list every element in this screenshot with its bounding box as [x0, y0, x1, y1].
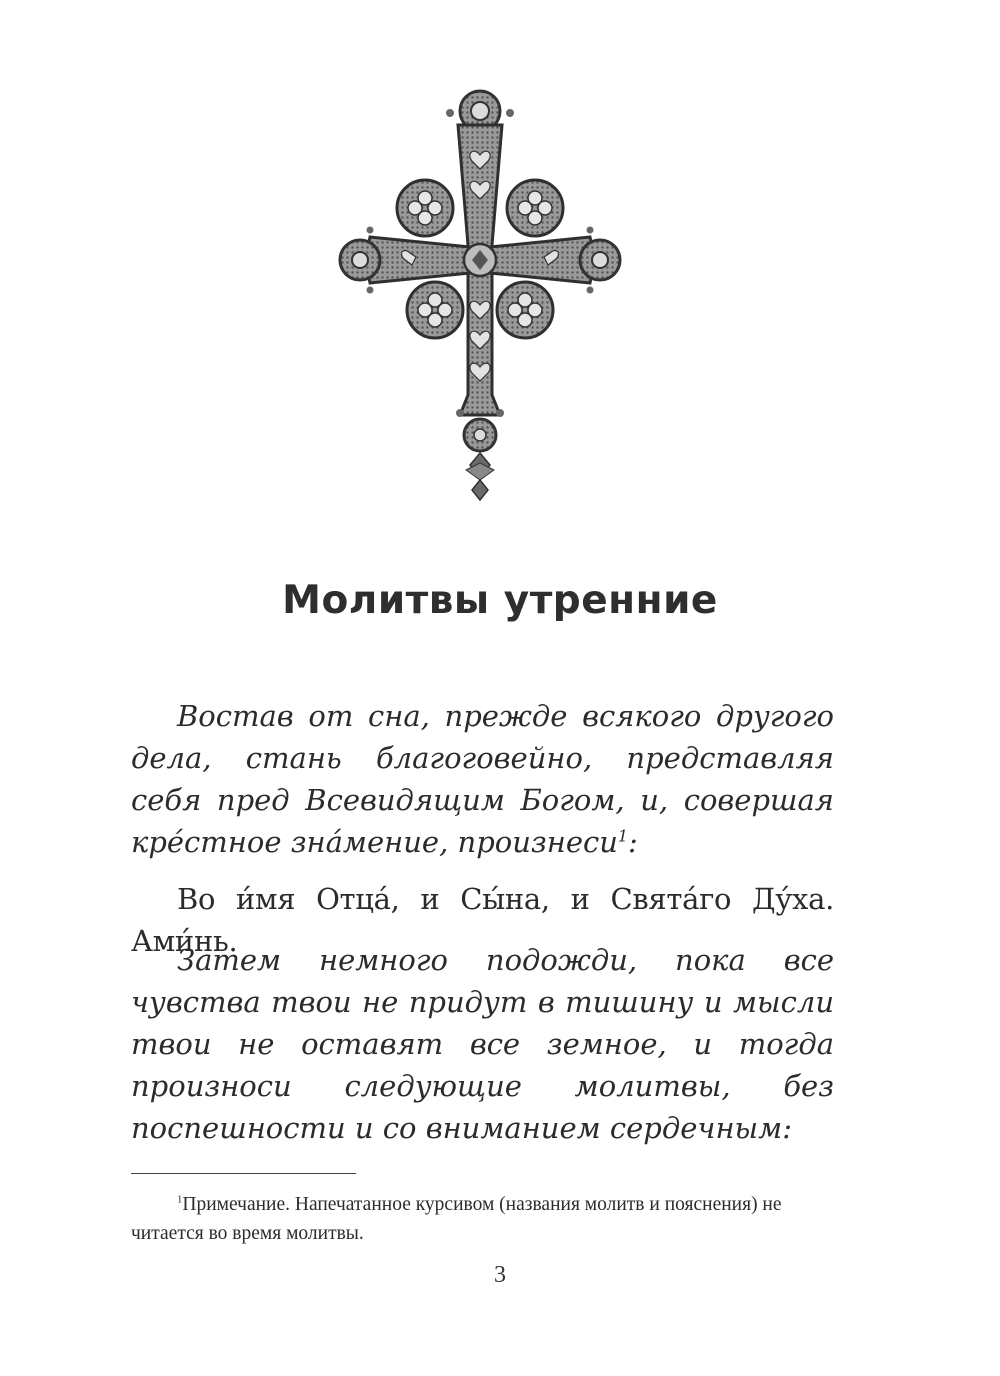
instruction-paragraph: Затем немного подожди, пока все чувства твои не придут в тишину и мысли твои не оставят все земное, и тогда произноси следующие молитвы, без поспешности и со вниманием сердечным:: [131, 943, 834, 1145]
footnote-divider: [131, 1173, 356, 1174]
footnote: [131, 1190, 836, 1248]
page-number: 3: [494, 1262, 506, 1288]
footnote-text: Примечание. Напечатанное курсивом (названия молитв и пояснения) не читается во время молитвы.: [131, 1194, 782, 1244]
intro-text: Востав от сна, прежде всякого другого дела, стань благоговейно, представляя себя пред Всевидящим Богом, и, совершая кре́стное зна́мение, произнеси: [131, 699, 834, 859]
intro-colon: :: [628, 825, 638, 859]
ornate-cross-icon: [330, 85, 630, 510]
intro-paragraph: [131, 695, 834, 863]
invocation-paragraph: Во и́мя Отца́, и Сы́на, и Свята́го Ду́ха. Ами́нь.: [131, 882, 834, 958]
footnote-marker[interactable]: 1: [617, 826, 629, 846]
page-title: Молитвы утренние: [282, 578, 718, 623]
footnote-number: 1: [177, 1193, 183, 1206]
